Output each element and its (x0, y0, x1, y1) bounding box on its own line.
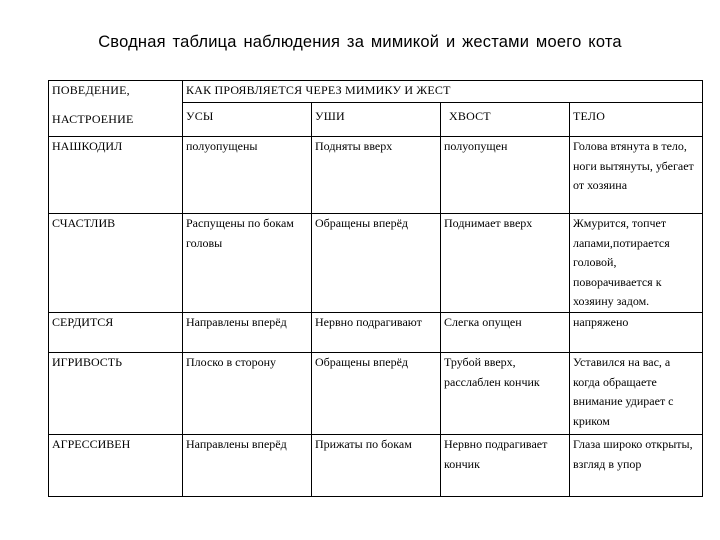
observation-table (48, 80, 703, 497)
behavior-cell: НАШКОДИЛ (49, 137, 183, 214)
whiskers-cell: Распущены по бокам головы (183, 214, 312, 313)
body-cell: Уставился на вас, а когда обращаете внимание удирает с криком (570, 353, 703, 435)
table-row (49, 214, 703, 313)
tail-cell: полуопущен (441, 137, 570, 214)
subheader-ears: УШИ (312, 103, 441, 137)
ears-cell: Прижаты по бокам (312, 435, 441, 497)
table-row (49, 313, 703, 353)
tail-cell: Слегка опущен (441, 313, 570, 353)
table-row (49, 435, 703, 497)
body-cell: Голова втянута в тело, ноги вытянуты, убегает от хозяина (570, 137, 703, 214)
body-cell: напряжено (570, 313, 703, 353)
header-behavior-line2: НАСТРОЕНИЕ (49, 103, 183, 137)
whiskers-cell: Направлены вперёд (183, 313, 312, 353)
whiskers-cell: Направлены вперёд (183, 435, 312, 497)
ears-cell: Обращены вперёд (312, 214, 441, 313)
subheader-whiskers: УСЫ (183, 103, 312, 137)
subheader-body: ТЕЛО (570, 103, 703, 137)
behavior-cell: АГРЕССИВЕН (49, 435, 183, 497)
table-row (49, 137, 703, 214)
ears-cell: Нервно подрагивают (312, 313, 441, 353)
ears-cell: Обращены вперёд (312, 353, 441, 435)
document-title: Сводная таблица наблюдения за мимикой и жестами моего кота (98, 33, 622, 51)
ears-cell: Подняты вверх (312, 137, 441, 214)
table-row (49, 353, 703, 435)
subheader-row (49, 103, 703, 137)
whiskers-cell: полуопущены (183, 137, 312, 214)
header-behavior-cell (49, 81, 183, 103)
behavior-cell: СЧАСТЛИВ (49, 214, 183, 313)
tail-cell: Нервно подрагивает кончик (441, 435, 570, 497)
whiskers-cell: Плоско в сторону (183, 353, 312, 435)
header-behavior-line1: ПОВЕДЕНИЕ, (52, 83, 130, 97)
header-row (49, 81, 703, 103)
body-cell: Жмурится, топчет лапами,потирается головой, поворачивается к хозяину задом. (570, 214, 703, 313)
tail-cell: Поднимает вверх (441, 214, 570, 313)
body-cell: Глаза широко открыты, взгляд в упор (570, 435, 703, 497)
subheader-tail: ХВОСТ (441, 103, 570, 137)
behavior-cell: СЕРДИТСЯ (49, 313, 183, 353)
tail-cell: Трубой вверх, расслаблен кончик (441, 353, 570, 435)
header-manifest-cell: КАК ПРОЯВЛЯЕТСЯ ЧЕРЕЗ МИМИКУ И ЖЕСТ (183, 81, 703, 103)
behavior-cell: ИГРИВОСТЬ (49, 353, 183, 435)
